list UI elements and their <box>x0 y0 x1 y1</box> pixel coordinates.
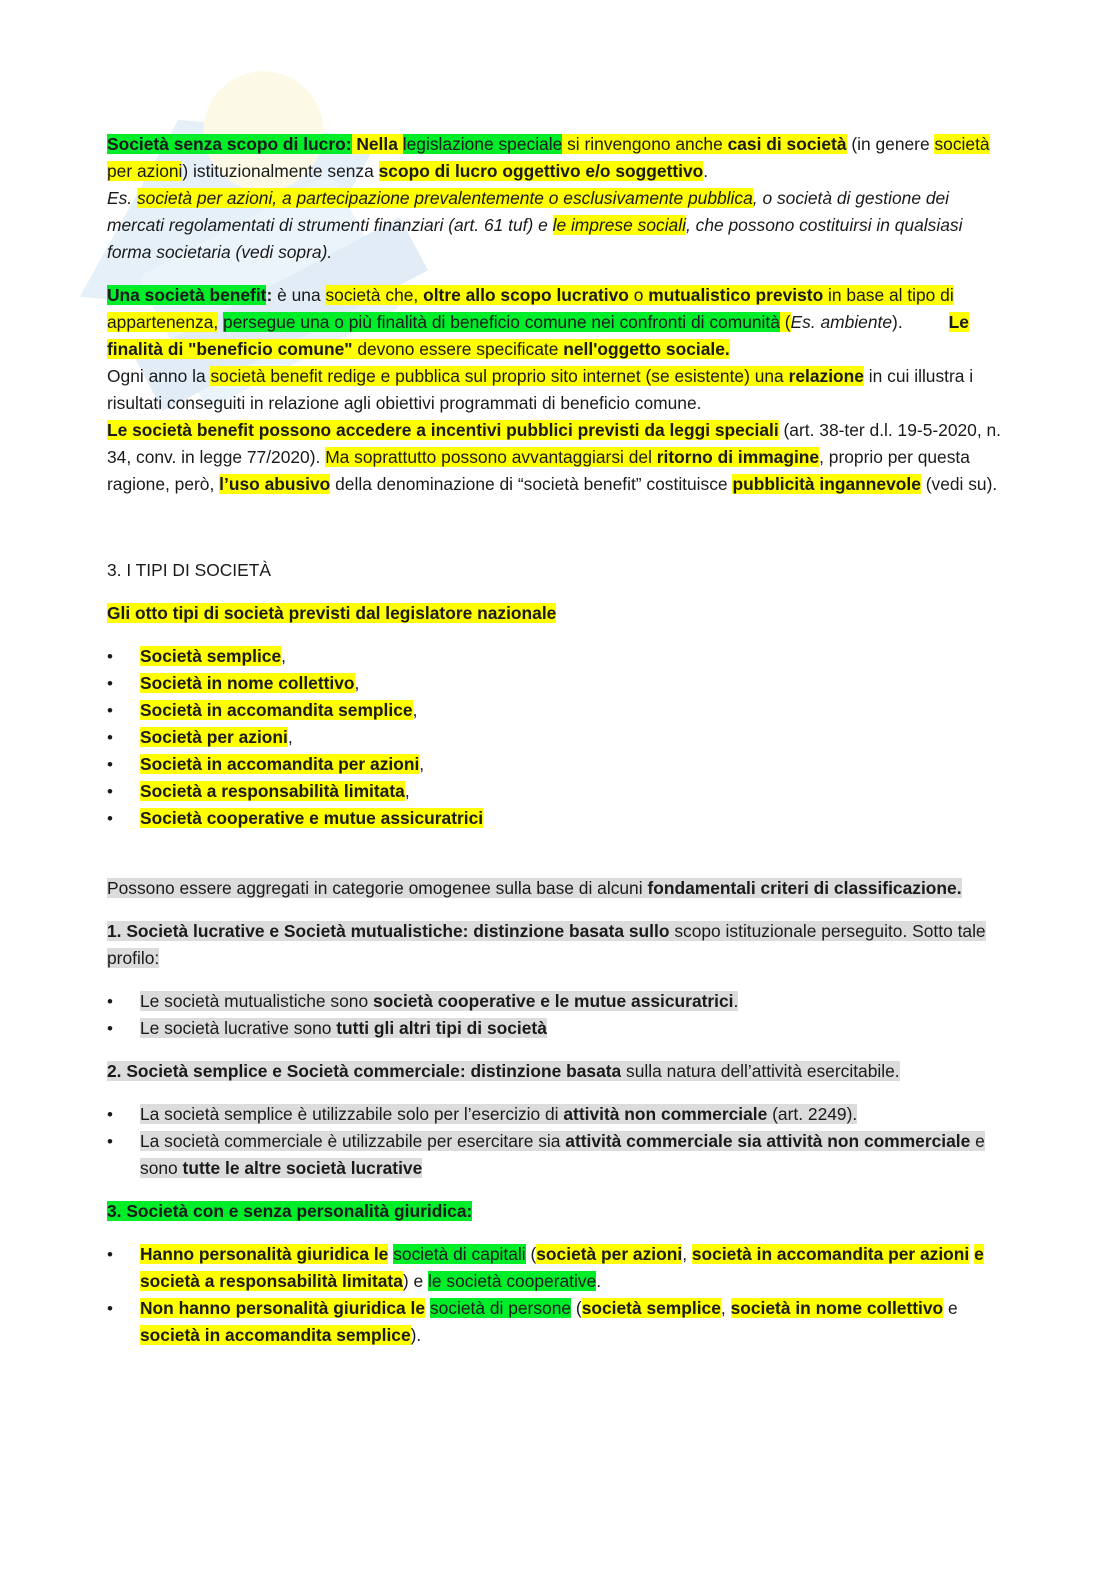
list-item: • Società a responsabilità limitata, <box>107 778 1007 805</box>
criterion-2: 2. Società semplice e Società commerciale: distinzione basata sulla natura dell’attività esercitabile. <box>107 1061 900 1081</box>
criterion-1-list <box>107 988 1007 1042</box>
section-heading: 3. I TIPI DI SOCIETÀ <box>107 560 271 580</box>
paragraph-non-profit: Società senza scopo di lucro: Nella legislazione speciale si rinvengono anche casi di società (in genere società per azioni) istituzionalmente senza scopo di lucro oggettivo e/o soggettivo. Es. società per azioni, a partecipazione prevalentemente o esclusivamente pubblica, o società di gestione dei mercati regolamentati di strumenti finanziari (art. 61 tuf) e le imprese sociali, che possono costituirsi in qualsiasi forma societaria (vedi sopra). <box>107 134 990 262</box>
list-item: • Società semplice, <box>107 643 1007 670</box>
company-types-list <box>107 643 1007 832</box>
list-item: • Società in accomandita semplice, <box>107 697 1007 724</box>
criterion-3-list <box>107 1241 1007 1349</box>
classification-intro: Possono essere aggregati in categorie omogenee sulla base di alcuni fondamentali criteri di classificazione. <box>107 878 962 898</box>
list-item: • Società cooperative e mutue assicuratrici <box>107 805 1007 832</box>
list-item: • Hanno personalità giuridica le società di capitali (società per azioni, società in accomandita per azioni e società a responsabilità limitata) e le società cooperative. <box>107 1241 1007 1295</box>
list-item: • Le società mutualistiche sono società cooperative e le mutue assicuratrici. <box>107 988 1007 1015</box>
list-item: • La società commerciale è utilizzabile per esercitare sia attività commerciale sia attività non commerciale e sono tutte le altre società lucrative <box>107 1128 1007 1182</box>
criterion-3: 3. Società con e senza personalità giuridica: <box>107 1201 473 1221</box>
list-item: • Le società lucrative sono tutti gli altri tipi di società <box>107 1015 1007 1042</box>
document-body <box>107 131 1007 1365</box>
list-item: • Società in accomandita per azioni, <box>107 751 1007 778</box>
criterion-2-list <box>107 1101 1007 1182</box>
criterion-1: 1. Società lucrative e Società mutualistiche: distinzione basata sullo scopo istituzionale perseguito. Sotto tale profilo: <box>107 921 986 968</box>
list-item: • Società in nome collettivo, <box>107 670 1007 697</box>
list-item: • La società semplice è utilizzabile solo per l’esercizio di attività non commerciale (art. 2249). <box>107 1101 1007 1128</box>
paragraph-benefit: Una società benefit: è una società che, oltre allo scopo lucrativo o mutualistico previsto in base al tipo di appartenenza, persegue una o più finalità di beneficio comune nei confronti di comunità (Es. ambiente). Le finalità di "beneficio comune" devono essere specificate nell'oggetto sociale. Ogni anno la società benefit redige e pubblica sul proprio sito internet (se esistente) una relazione in cui illustra i risultati conseguiti in relazione agli obiettivi programmati di beneficio comune. Le società benefit possono accedere a incentivi pubblici previsti da leggi speciali (art. 38-ter d.l. 19-5-2020, n. 34, conv. in legge 77/2020). Ma soprattutto possono avvantaggiarsi del ritorno di immagine, proprio per questa ragione, però, l’uso abusivo della denominazione di “società benefit” costituisce pubblicità ingannevole (vedi su). <box>107 285 1002 494</box>
list-item: • Non hanno personalità giuridica le società di persone (società semplice, società in nome collettivo e società in accomandita semplice). <box>107 1295 1007 1349</box>
list-item: • Società per azioni, <box>107 724 1007 751</box>
section-subheading: Gli otto tipi di società previsti dal legislatore nazionale <box>107 603 557 623</box>
